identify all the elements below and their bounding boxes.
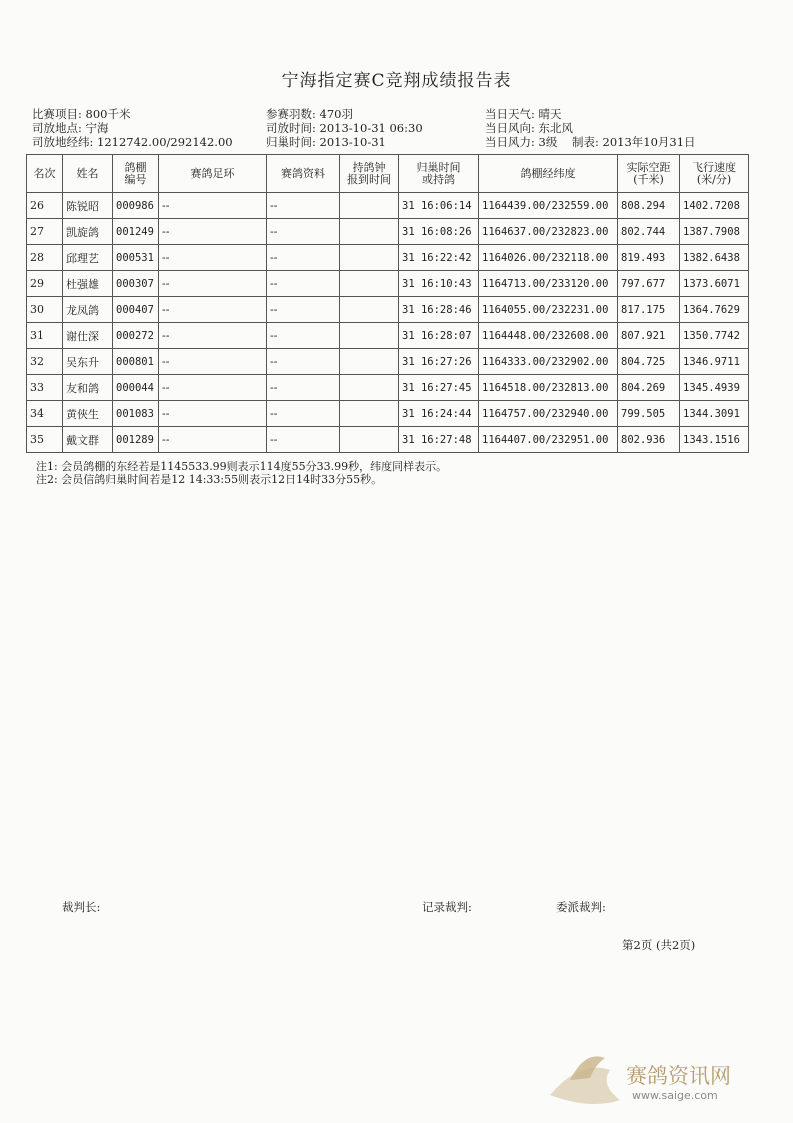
cell-name: 杜强雄: [63, 271, 113, 297]
cell-bird-info: --: [267, 297, 340, 323]
table-row: [27, 323, 749, 349]
notes: [36, 460, 447, 486]
cell-loft-coords: 1164518.00/232813.00: [479, 375, 618, 401]
meta-release-coords: 司放地经纬: 1212742.00/292142.00: [32, 135, 233, 149]
header-speed: 飞行速度 (米/分): [680, 155, 749, 193]
header-ring: 赛鸽足环: [159, 155, 267, 193]
cell-loft-coords: 1164713.00/233120.00: [479, 271, 618, 297]
table-row: [27, 219, 749, 245]
cell-clock-time: [340, 245, 399, 271]
table-row: [27, 375, 749, 401]
cell-rank: 35: [27, 427, 63, 453]
cell-ring: --: [159, 375, 267, 401]
cell-bird-info: --: [267, 271, 340, 297]
table-row: [27, 245, 749, 271]
cell-loft-coords: 1164448.00/232608.00: [479, 323, 618, 349]
cell-distance: 808.294: [618, 193, 680, 219]
cell-bird-info: --: [267, 349, 340, 375]
cell-bird-info: --: [267, 375, 340, 401]
cell-bird-info: --: [267, 219, 340, 245]
cell-loft-id: 000531: [113, 245, 159, 271]
note-1: 注1: 会员鸽棚的东经若是1145533.99则表示114度55分33.99秒，纬度同样表示。: [36, 460, 448, 473]
watermark-url: www.saige.com: [632, 1089, 718, 1102]
header-loft-id: 鸽棚 编号: [113, 155, 159, 193]
cell-rank: 33: [27, 375, 63, 401]
cell-rank: 29: [27, 271, 63, 297]
cell-speed: 1346.9711: [680, 349, 749, 375]
cell-distance: 819.493: [618, 245, 680, 271]
report-title: 宁海指定赛C竞翔成绩报告表: [281, 71, 512, 91]
cell-ring: --: [159, 297, 267, 323]
header-rank: 名次: [27, 155, 63, 193]
cell-loft-coords: 1164757.00/232940.00: [479, 401, 618, 427]
cell-return-time: 31 16:28:07: [399, 323, 479, 349]
cell-speed: 1382.6438: [680, 245, 749, 271]
cell-loft-id: 000272: [113, 323, 159, 349]
header-clock-time: 持鸽钟 报到时间: [340, 155, 399, 193]
cell-loft-coords: 1164055.00/232231.00: [479, 297, 618, 323]
cell-speed: 1364.7629: [680, 297, 749, 323]
cell-rank: 26: [27, 193, 63, 219]
cell-distance: 802.936: [618, 427, 680, 453]
cell-bird-info: --: [267, 245, 340, 271]
meta-wind-force: [485, 136, 696, 150]
cell-name: 戴文群: [63, 427, 113, 453]
cell-ring: --: [159, 193, 267, 219]
cell-loft-coords: 1164026.00/232118.00: [479, 245, 618, 271]
cell-distance: 804.725: [618, 349, 680, 375]
meta-column-1: [32, 108, 233, 150]
cell-return-time: 31 16:27:45: [399, 375, 479, 401]
cell-speed: 1345.4939: [680, 375, 749, 401]
cell-return-time: 31 16:06:14: [399, 193, 479, 219]
header-name: 姓名: [63, 155, 113, 193]
cell-rank: 32: [27, 349, 63, 375]
cell-return-time: 31 16:24:44: [399, 401, 479, 427]
results-table: [26, 154, 749, 453]
cell-return-time: 31 16:27:26: [399, 349, 479, 375]
cell-rank: 28: [27, 245, 63, 271]
cell-clock-time: [340, 271, 399, 297]
meta-wind-direction: 当日风向: 东北风: [485, 121, 574, 135]
table-row: [27, 427, 749, 453]
cell-return-time: 31 16:10:43: [399, 271, 479, 297]
cell-loft-coords: 1164407.00/232951.00: [479, 427, 618, 453]
cell-speed: 1344.3091: [680, 401, 749, 427]
meta-wind-force-value: 当日风力: 3级: [485, 135, 558, 149]
cell-clock-time: [340, 297, 399, 323]
cell-speed: 1387.7908: [680, 219, 749, 245]
header-loft-coords: 鸽棚经纬度: [479, 155, 618, 193]
cell-clock-time: [340, 375, 399, 401]
table-body: [27, 193, 749, 453]
header-bird-info: 赛鸽资料: [267, 155, 340, 193]
cell-name: 龙凤鸽: [63, 297, 113, 323]
cell-ring: --: [159, 245, 267, 271]
cell-speed: 1373.6071: [680, 271, 749, 297]
cell-rank: 30: [27, 297, 63, 323]
table-row: [27, 401, 749, 427]
meta-release-place: 司放地点: 宁海: [32, 121, 109, 135]
cell-distance: 804.269: [618, 375, 680, 401]
cell-loft-id: 001289: [113, 427, 159, 453]
cell-loft-coords: 1164333.00/232902.00: [479, 349, 618, 375]
meta-weather: 当日天气: 晴天: [485, 107, 562, 121]
meta-table-date: 制表: 2013年10月31日: [571, 135, 696, 149]
cell-clock-time: [340, 349, 399, 375]
cell-return-time: 31 16:08:26: [399, 219, 479, 245]
cell-clock-time: [340, 219, 399, 245]
cell-speed: 1350.7742: [680, 323, 749, 349]
cell-speed: 1343.1516: [680, 427, 749, 453]
cell-loft-coords: 1164439.00/232559.00: [479, 193, 618, 219]
cell-rank: 31: [27, 323, 63, 349]
cell-rank: 27: [27, 219, 63, 245]
cell-name: 黄俠生: [63, 401, 113, 427]
cell-distance: 797.677: [618, 271, 680, 297]
cell-return-time: 31 16:22:42: [399, 245, 479, 271]
meta-column-3: [485, 108, 696, 150]
table-row: [27, 193, 749, 219]
cell-loft-id: 000044: [113, 375, 159, 401]
cell-loft-id: 001083: [113, 401, 159, 427]
cell-distance: 802.744: [618, 219, 680, 245]
table-row: [27, 271, 749, 297]
meta-entries: 参赛羽数: 470羽: [266, 107, 353, 121]
note-2: 注2: 会员信鸽归巢时间若是12 14:33:55则表示12日14时33分55秒。: [36, 473, 383, 486]
cell-ring: --: [159, 401, 267, 427]
cell-loft-id: 000986: [113, 193, 159, 219]
table-row: [27, 297, 749, 323]
table-header-row: [27, 155, 749, 193]
cell-ring: --: [159, 219, 267, 245]
cell-rank: 34: [27, 401, 63, 427]
cell-loft-id: 000407: [113, 297, 159, 323]
cell-clock-time: [340, 427, 399, 453]
cell-ring: --: [159, 271, 267, 297]
cell-loft-id: 000307: [113, 271, 159, 297]
cell-ring: --: [159, 427, 267, 453]
cell-clock-time: [340, 323, 399, 349]
cell-name: 凯旋鸽: [63, 219, 113, 245]
cell-distance: 799.505: [618, 401, 680, 427]
cell-name: 邱理艺: [63, 245, 113, 271]
cell-ring: --: [159, 323, 267, 349]
meta-column-2: [266, 108, 423, 150]
assigned-referee-label: 委派裁判:: [556, 900, 606, 914]
cell-bird-info: --: [267, 427, 340, 453]
page-number: 第2页 (共2页): [622, 938, 696, 952]
cell-return-time: 31 16:28:46: [399, 297, 479, 323]
chief-referee-label: 裁判长:: [62, 900, 101, 914]
cell-name: 友和鸽: [63, 375, 113, 401]
header-return-time: 归巢时间 或持鸽: [399, 155, 479, 193]
meta-return-time: 归巢时间: 2013-10-31: [266, 135, 386, 149]
cell-distance: 817.175: [618, 297, 680, 323]
cell-loft-id: 001249: [113, 219, 159, 245]
meta-release-time: 司放时间: 2013-10-31 06:30: [266, 121, 423, 135]
cell-distance: 807.921: [618, 323, 680, 349]
meta-race-item: 比赛项目: 800千米: [32, 107, 131, 121]
cell-speed: 1402.7208: [680, 193, 749, 219]
cell-bird-info: --: [267, 323, 340, 349]
cell-clock-time: [340, 193, 399, 219]
cell-loft-coords: 1164637.00/232823.00: [479, 219, 618, 245]
cell-bird-info: --: [267, 193, 340, 219]
cell-name: 陈锐昭: [63, 193, 113, 219]
table-row: [27, 349, 749, 375]
cell-name: 谢仕深: [63, 323, 113, 349]
record-referee-label: 记录裁判:: [422, 900, 472, 914]
watermark-text: 赛鸽资讯网: [626, 1064, 731, 1088]
cell-return-time: 31 16:27:48: [399, 427, 479, 453]
cell-ring: --: [159, 349, 267, 375]
cell-name: 吴东升: [63, 349, 113, 375]
header-distance: 实际空距 (千米): [618, 155, 680, 193]
cell-bird-info: --: [267, 401, 340, 427]
cell-loft-id: 000801: [113, 349, 159, 375]
cell-clock-time: [340, 401, 399, 427]
